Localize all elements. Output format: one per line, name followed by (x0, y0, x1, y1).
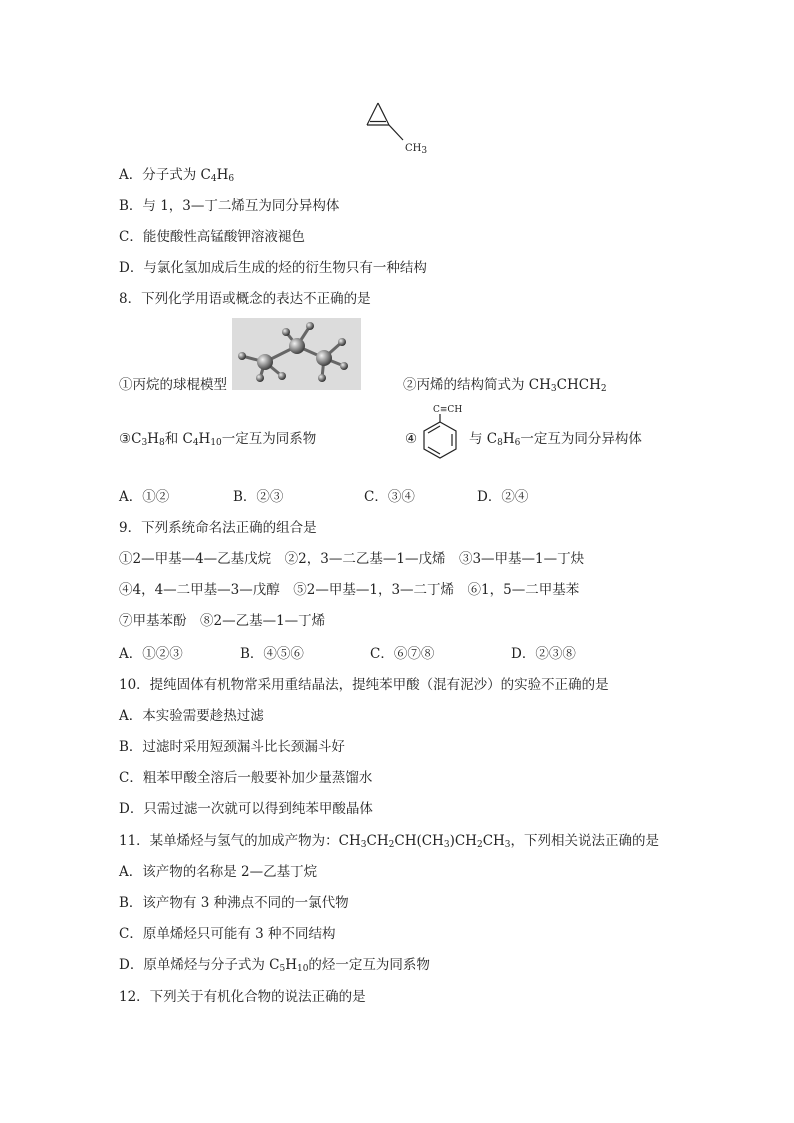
q9-option-d: D．②③⑧ (511, 646, 576, 662)
q11-option-b: B．该产物有 3 种沸点不同的一氯代物 (119, 895, 349, 911)
q9-option-b: B．④⑤⑥ (240, 646, 304, 662)
q12-stem: 12．下列关于有机化合物的说法正确的是 (119, 989, 366, 1005)
q10-stem: 10．提纯固体有机物常采用重结晶法，提纯苯甲酸（混有泥沙）的实验不正确的是 (119, 677, 609, 693)
q8-option-b: B．②③ (233, 489, 284, 505)
propane-ball-stick-model (232, 318, 361, 390)
ethynyl-label: C≡CH (433, 405, 463, 415)
q8-option-c: C．③④ (364, 489, 415, 505)
q8-item-4-number: ④ (405, 431, 418, 447)
q8-item-3: $③C_3H_8$和 $C_4H_{10}$一定互为同系物 (119, 431, 317, 448)
methyl-label: $CH_3$ (405, 143, 428, 156)
q8-item-4-text: 与 $C_8H_6$一定互为同分异构体 (469, 431, 642, 448)
q10-option-c: C．粗苯甲酸全溶后一般要补加少量蒸馏水 (119, 770, 373, 786)
q11-option-d: D．原单烯烃与分子式为 $C_5H_{10}$的烃一定互为同系物 (119, 957, 430, 974)
q10-option-a: A．本实验需要趁热过滤 (119, 708, 264, 724)
q11-option-a: A．该产物的名称是 2—乙基丁烷 (119, 864, 318, 880)
q8-item-2: ②丙烯的结构简式为 $CH_3CHCH_2$ (403, 377, 607, 394)
q8-option-d: D．②④ (477, 489, 529, 505)
q8-option-a: A．①② (119, 489, 170, 505)
q7-option-d: D．与氯化氢加成后生成的烃的衍生物只有一种结构 (119, 260, 427, 276)
q11-stem: 11．某单烯烃与氢气的加成产物为：$CH_3CH_2CH(CH_3)CH_2CH_3$，下列相关说法正确的是 (119, 833, 660, 850)
q9-items-row-2: ④4，4—二甲基—3—戊醇 ⑤2—甲基—1，3—二丁烯 ⑥1，5—二甲基苯 (119, 582, 580, 598)
q7-option-b: B．与 1，3—丁二烯互为同分异构体 (119, 198, 340, 214)
q10-option-b: B．过滤时采用短颈漏斗比长颈漏斗好 (119, 739, 345, 755)
q10-option-d: D．只需过滤一次就可以得到纯苯甲酸晶体 (119, 801, 373, 817)
q9-items-row-3: ⑦甲基苯酚 ⑧2—乙基—1—丁烯 (119, 613, 326, 629)
q9-option-c: C．⑥⑦⑧ (370, 646, 435, 662)
q9-items-row-1: ①2—甲基—4—乙基戊烷 ②2，3—二乙基—1—戊烯 ③3—甲基—1—丁炔 (119, 551, 585, 567)
q8-stem: 8．下列化学用语或概念的表达不正确的是 (119, 291, 371, 307)
q7-option-a: A．分子式为 $C_4H_6$ (119, 167, 235, 184)
q7-option-c: C．能使酸性高锰酸钾溶液褪色 (119, 229, 305, 245)
q11-option-c: C．原单烯烃只可能有 3 种不同结构 (119, 926, 336, 942)
phenylacetylene-structure (418, 414, 468, 466)
q8-item-1: ①丙烷的球棍模型 (119, 377, 227, 393)
q9-option-a: A．①②③ (119, 646, 183, 662)
q9-stem: 9．下列系统命名法正确的组合是 (119, 520, 317, 536)
